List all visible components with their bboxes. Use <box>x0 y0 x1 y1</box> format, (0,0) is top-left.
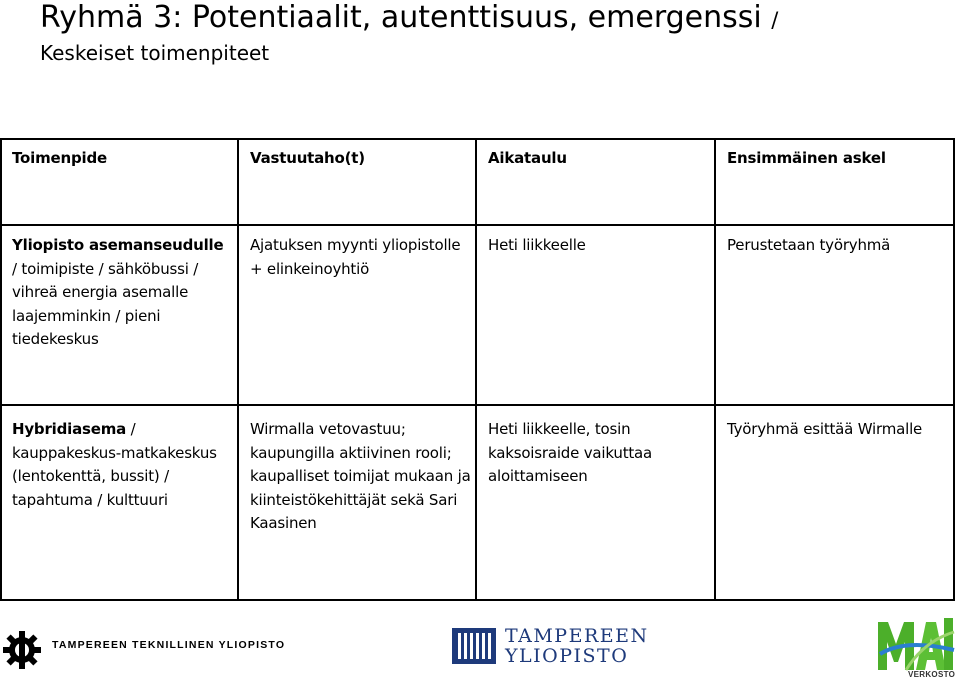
row2-toimenpide <box>12 418 232 512</box>
column-divider <box>237 140 239 599</box>
row1-toimenpide-rest: / toimipiste / sähköbussi / vihreä energia asemalle laajemminkin / pieni tiedekeskus <box>12 259 199 348</box>
row1-aikataulu: Heti liikkeelle <box>488 236 586 254</box>
row2-ensimmainen-askel: Työryhmä esittää Wirmalle <box>727 420 923 438</box>
tty-gear-logo-icon <box>2 630 42 670</box>
tty-logo-text: TAMPEREEN TEKNILLINEN YLIOPISTO <box>52 639 286 651</box>
page-subtitle: Keskeiset toimenpiteet <box>40 41 270 65</box>
page-title <box>40 0 778 38</box>
uta-logo-line1: TAMPEREEN <box>505 625 649 647</box>
title-text: Ryhmä 3: Potentiaalit, autenttisuus, emergenssi <box>40 0 762 35</box>
row1-toimenpide <box>12 234 232 352</box>
title-separator: / <box>771 8 779 32</box>
uta-logo-text <box>505 626 649 666</box>
header-ensimmainen-askel: Ensimmäinen askel <box>727 149 886 167</box>
row-divider <box>2 224 953 226</box>
column-divider <box>714 140 716 599</box>
row2-toimenpide-rest: / kauppakeskus-matkakeskus (lentokenttä, bussit) / tapahtuma / kulttuuri <box>12 420 217 509</box>
row2-vastuutaho: Wirmalla vetovastuu; kaupungilla aktiivinen rooli; kaupalliset toimijat mukaan ja kiinteistökehittäjät sekä Sari Kaasinen <box>250 420 471 532</box>
uta-logo-line2: YLIOPISTO <box>505 645 629 667</box>
mal-logo-subtext: VERKOSTO <box>908 670 956 679</box>
uta-emblem-icon <box>452 628 496 664</box>
header-aikataulu: Aikataulu <box>488 149 567 167</box>
row-divider <box>2 404 953 406</box>
row2-aikataulu: Heti liikkeelle, tosin kaksoisraide vaikuttaa aloittamiseen <box>488 420 653 485</box>
row1-ensimmainen-askel: Perustetaan työryhmä <box>727 236 891 254</box>
row2-toimenpide-bold: Hybridiasema <box>12 420 127 438</box>
row1-toimenpide-bold: Yliopisto asemanseudulle <box>12 236 224 254</box>
header-vastuutaho: Vastuutaho(t) <box>250 149 365 167</box>
row1-vastuutaho: Ajatuksen myynti yliopistolle + elinkeinoyhtiö <box>250 236 461 278</box>
header-toimenpide: Toimenpide <box>12 149 107 167</box>
actions-table <box>0 138 955 601</box>
mal-verkosto-logo-icon <box>876 614 956 672</box>
column-divider <box>475 140 477 599</box>
footer-logos <box>0 620 960 683</box>
